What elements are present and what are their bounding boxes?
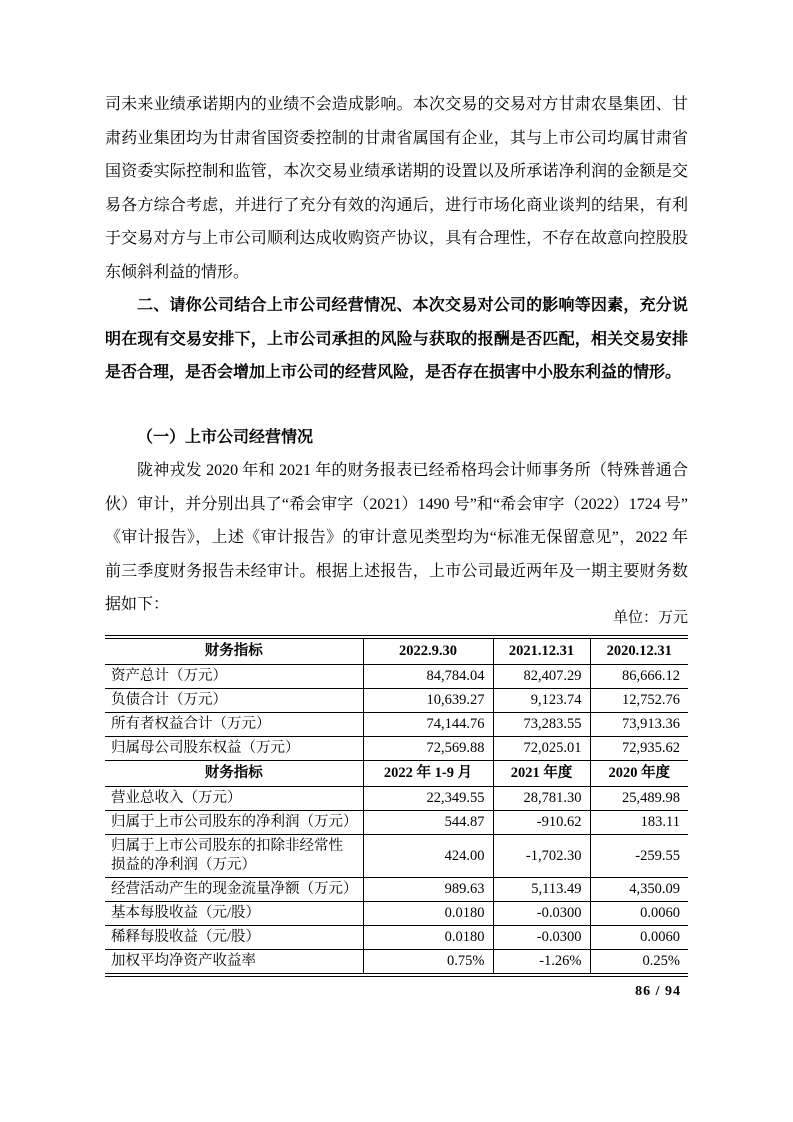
table-header-cell: 财务指标 bbox=[105, 637, 363, 665]
row-label: 营业总收入（万元） bbox=[105, 787, 363, 811]
table-header-cell: 财务指标 bbox=[105, 761, 363, 787]
table-row bbox=[105, 737, 688, 761]
paragraph-question-heading: 二、请你公司结合上市公司经营情况、本次交易对公司的影响等因素，充分说明在现有交易安排下，上市公司承担的风险与获取的报酬是否匹配，相关交易安排是否合理，是否会增加上市公司的经营风险，是否存在损害中小股东利益的情形。 bbox=[105, 297, 688, 381]
table-row bbox=[105, 811, 688, 835]
table-row bbox=[105, 787, 688, 811]
row-value: 5,113.49 bbox=[493, 878, 590, 902]
row-value: 73,283.55 bbox=[493, 713, 590, 737]
row-value: -259.55 bbox=[590, 835, 688, 878]
row-value: -1.26% bbox=[493, 950, 590, 976]
table-header-row bbox=[105, 637, 688, 665]
row-value: -0.0300 bbox=[493, 902, 590, 926]
row-value: -0.0300 bbox=[493, 926, 590, 950]
table-unit-label: 单位：万元 bbox=[612, 610, 688, 626]
row-value: 73,913.36 bbox=[590, 713, 688, 737]
financial-data-table bbox=[105, 635, 688, 977]
row-label: 加权平均净资产收益率 bbox=[105, 950, 363, 976]
table-header-cell: 2021 年度 bbox=[493, 761, 590, 787]
row-value: 0.0180 bbox=[363, 926, 493, 950]
row-value: 0.25% bbox=[590, 950, 688, 976]
table-header-cell: 2022.9.30 bbox=[363, 637, 493, 665]
row-value: 72,935.62 bbox=[590, 737, 688, 761]
row-value: 9,123.74 bbox=[493, 689, 590, 713]
row-value: 72,025.01 bbox=[493, 737, 590, 761]
row-value: 82,407.29 bbox=[493, 665, 590, 689]
row-value: 544.87 bbox=[363, 811, 493, 835]
table-header-cell: 2022 年 1-9 月 bbox=[363, 761, 493, 787]
row-value: 12,752.76 bbox=[590, 689, 688, 713]
row-label: 所有者权益合计（万元） bbox=[105, 713, 363, 737]
table-row bbox=[105, 926, 688, 950]
table-row bbox=[105, 689, 688, 713]
paragraph-continuation: 司未来业绩承诺期内的业绩不会造成影响。本次交易的交易对方甘肃农垦集团、甘肃药业集团均为甘肃省国资委控制的甘肃省属国有企业，其与上市公司均属甘肃省国资委实际控制和监管，本次交易业绩承诺期的设置以及所承诺净利润的金额是交易各方综合考虑，并进行了充分有效的沟通后，进行市场化商业谈判的结果，有利于交易对方与上市公司顺利达成收购资产协议，具有合理性，不存在故意向控股股东倾斜利益的情形。 bbox=[105, 96, 688, 281]
row-value: 28,781.30 bbox=[493, 787, 590, 811]
row-value: 0.0060 bbox=[590, 926, 688, 950]
row-value: 10,639.27 bbox=[363, 689, 493, 713]
table-row bbox=[105, 665, 688, 689]
row-label: 经营活动产生的现金流量净额（万元） bbox=[105, 878, 363, 902]
table-header-cell: 2021.12.31 bbox=[493, 637, 590, 665]
row-label: 归属于上市公司股东的净利润（万元） bbox=[105, 811, 363, 835]
row-value: 74,144.76 bbox=[363, 713, 493, 737]
row-label: 基本每股收益（元/股） bbox=[105, 902, 363, 926]
row-value: -1,702.30 bbox=[493, 835, 590, 878]
table-row bbox=[105, 950, 688, 976]
row-label: 归属母公司股东权益（万元） bbox=[105, 737, 363, 761]
table-row bbox=[105, 902, 688, 926]
row-label: 归属于上市公司股东的扣除非经常性损益的净利润（万元） bbox=[105, 835, 363, 878]
row-value: 72,569.88 bbox=[363, 737, 493, 761]
row-value: 25,489.98 bbox=[590, 787, 688, 811]
row-value: 183.11 bbox=[590, 811, 688, 835]
paragraph-audit-intro: 陇神戎发 2020 年和 2021 年的财务报表已经希格玛会计师事务所（特殊普通合伙）审计，并分别出具了“希会审字（2021）1490 号”和“希会审字（2022）1724 号” 《审计报告》，上述《审计报告》的审计意见类型均为“标准无保留意见”，2022 年前三季度财务报告未经审计。根据上述报告，上市公司最近两年及一期主要财务数据如下： bbox=[105, 462, 688, 613]
financial-table-container bbox=[105, 635, 688, 977]
table-row bbox=[105, 713, 688, 737]
page-number: 86 / 94 bbox=[635, 984, 681, 999]
row-value: 0.0060 bbox=[590, 902, 688, 926]
row-value: 424.00 bbox=[363, 835, 493, 878]
row-value: 84,784.04 bbox=[363, 665, 493, 689]
section-heading: （一）上市公司经营情况 bbox=[137, 429, 314, 446]
row-value: 22,349.55 bbox=[363, 787, 493, 811]
row-value: 0.0180 bbox=[363, 902, 493, 926]
row-label: 稀释每股收益（元/股） bbox=[105, 926, 363, 950]
row-value: 86,666.12 bbox=[590, 665, 688, 689]
table-header-cell: 2020 年度 bbox=[590, 761, 688, 787]
row-value: 4,350.09 bbox=[590, 878, 688, 902]
table-row bbox=[105, 835, 688, 878]
table-row bbox=[105, 878, 688, 902]
table-header-cell: 2020.12.31 bbox=[590, 637, 688, 665]
row-label: 资产总计（万元） bbox=[105, 665, 363, 689]
row-value: 989.63 bbox=[363, 878, 493, 902]
row-value: -910.62 bbox=[493, 811, 590, 835]
financial-table-body bbox=[105, 637, 688, 975]
row-value: 0.75% bbox=[363, 950, 493, 976]
table-header-row bbox=[105, 761, 688, 787]
row-label: 负债合计（万元） bbox=[105, 689, 363, 713]
